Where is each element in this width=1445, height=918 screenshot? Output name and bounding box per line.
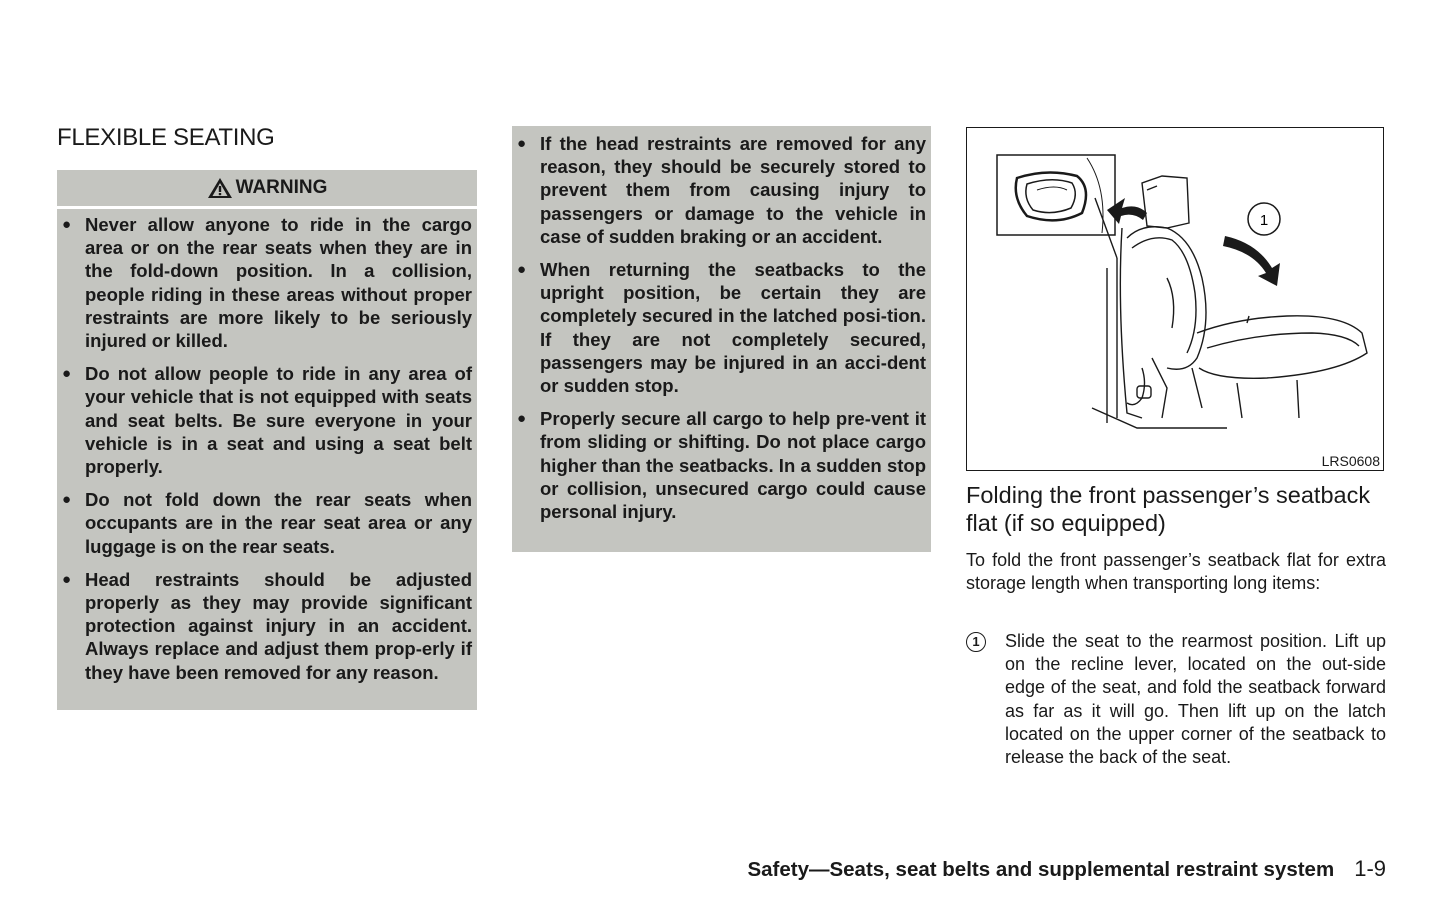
warning-item: ● Head restraints should be adjusted properly as they may provide significant protection against injury in an accident. Always replace and adjust them prop-erly if they have been removed for any reason.	[57, 568, 472, 684]
page-footer	[747, 856, 1386, 882]
warning-box-continued	[512, 126, 931, 552]
seat-illustration	[966, 127, 1384, 471]
warning-header	[57, 170, 477, 209]
step-text: Slide the seat to the rearmost position. Lift up on the recline lever, located on the out-side edge of the seat, and fold the seatback forward as far as it will go. Then lift up on the latch located on the upper corner of the seatback to release the back of the seat.	[1005, 631, 1386, 768]
warning-item: ● Never allow anyone to ride in the cargo area or on the rear seats when they are in the fold-down position. In a collision, people riding in these areas without proper restraints are more likely to be seriously injured or killed.	[57, 213, 472, 352]
warning-item: ● Properly secure all cargo to help pre-vent it from sliding or shifting. Do not place cargo higher than the seatbacks. In a sudden stop or collision, unsecured cargo could cause personal injury.	[512, 407, 926, 523]
warning-list-left	[57, 209, 477, 684]
warning-item: ● Do not allow people to ride in any area of your vehicle that is not equipped with seats and seat belts. Be sure everyone in your vehicle is in a seat and using a seat belt properly.	[57, 362, 472, 478]
warning-list-right	[512, 126, 931, 523]
footer-section-title: Safety—Seats, seat belts and supplemental restraint system	[747, 858, 1335, 881]
step-item	[966, 630, 1386, 769]
page-number: 1-9	[1354, 856, 1386, 881]
latch-detail-inset	[997, 155, 1115, 235]
subsection-heading: Folding the front passenger’s seatback flat (if so equipped)	[966, 482, 1371, 536]
warning-triangle-icon	[207, 177, 233, 199]
figure-code: LRS0608	[1321, 453, 1380, 469]
intro-paragraph: To fold the front passenger’s seatback flat for extra storage length when transporting long items:	[966, 550, 1386, 593]
warning-title: WARNING	[235, 177, 328, 198]
warning-item: ● If the head restraints are removed for any reason, they should be securely stored to prevent them from causing injury to passengers or damage to the vehicle in case of sudden braking or an accident.	[512, 132, 926, 248]
warning-item: ● When returning the seatbacks to the upright position, be certain they are completely secured in the latched posi-tion. If they are not completely secured, passengers may be injured in an acci-dent or sudden stop.	[512, 258, 926, 397]
callout-number: 1	[1259, 212, 1269, 229]
warning-item: ● Do not fold down the rear seats when occupants are in the rear seat area or any luggage is on the rear seats.	[57, 488, 472, 558]
warning-box-left	[57, 170, 477, 710]
step-number-badge: 1	[966, 632, 986, 652]
seat-drawing	[967, 128, 1382, 469]
section-title: FLEXIBLE SEATING	[57, 124, 275, 151]
